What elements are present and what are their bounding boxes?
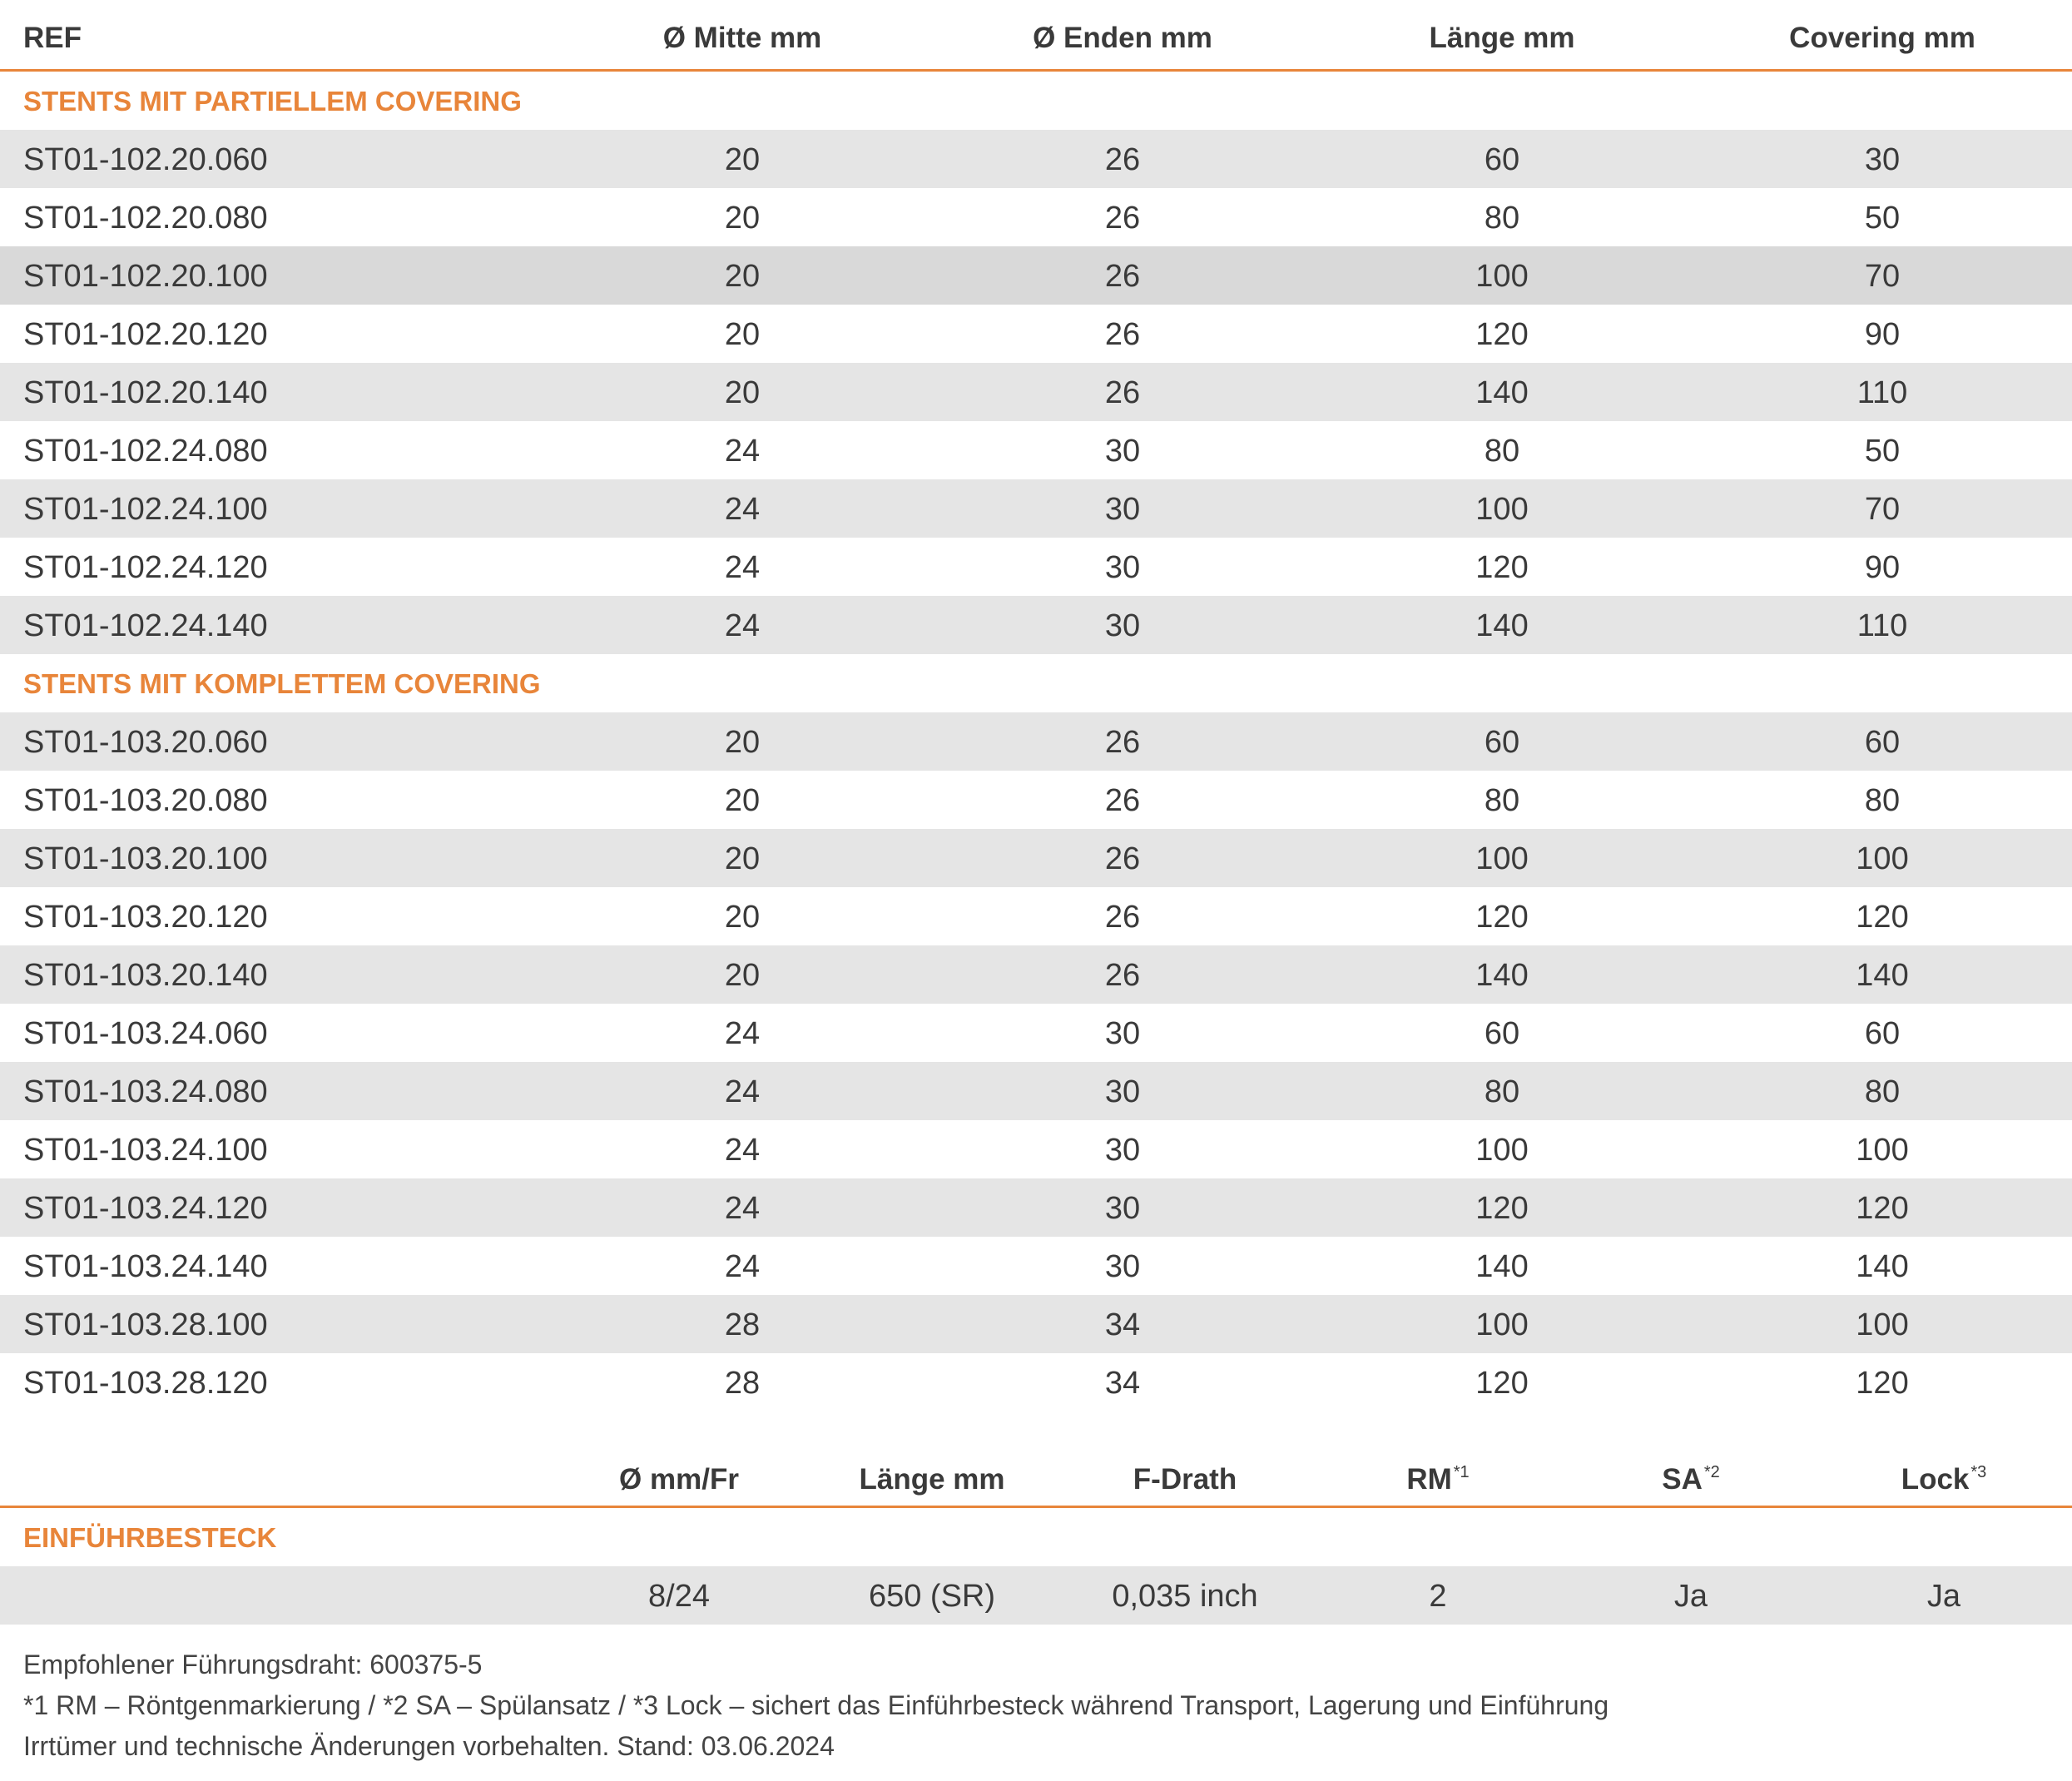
cell-diameter-middle: 20 [724, 958, 761, 993]
section-title: STENTS MIT PARTIELLEM COVERING [23, 86, 522, 117]
cell-ref: ST01-103.28.100 [23, 1307, 268, 1342]
cell-covering: 50 [1864, 201, 1901, 236]
header-diameter-fr: Ø mm/Fr [619, 1463, 739, 1496]
cell-length: 120 [1475, 1191, 1529, 1226]
cell-length: 100 [1475, 492, 1529, 527]
cell-ref: ST01-103.24.060 [23, 1016, 268, 1051]
cell-diameter-middle: 20 [724, 259, 761, 294]
cell-diameter-ends: 26 [1104, 900, 1141, 935]
table-row [0, 1120, 2072, 1178]
cell-length: 80 [1484, 434, 1520, 469]
table-header [0, 0, 2072, 72]
cell-diameter-ends: 30 [1104, 1016, 1141, 1051]
cell-covering: 110 [1856, 375, 1908, 410]
cell-diameter-middle: 24 [724, 1191, 761, 1226]
cell-ref: ST01-103.24.120 [23, 1191, 268, 1226]
cell-length: 140 [1475, 1249, 1529, 1284]
cell-ref: ST01-103.28.120 [23, 1366, 268, 1401]
footnotes [0, 1625, 2072, 1767]
section-title-einfuehrbesteck: EINFÜHRBESTECK [23, 1522, 277, 1553]
table-row [0, 363, 2072, 421]
table-row [0, 1295, 2072, 1353]
cell-covering: 70 [1864, 492, 1901, 527]
cell-lock: Ja [1926, 1579, 1961, 1614]
cell-diameter-middle: 24 [724, 1249, 761, 1284]
table-row [0, 829, 2072, 887]
note-abbreviations: *1 RM – Röntgenmarkierung / *2 SA – Spülansatz / *3 Lock – sichert das Einführbesteck während Transport, Lagerung und Einführung [23, 1690, 1609, 1720]
cell-diameter-middle: 20 [724, 841, 761, 876]
cell-ref: ST01-102.20.140 [23, 375, 268, 410]
table-row [0, 1353, 2072, 1411]
table-row [0, 1237, 2072, 1295]
cell-length: 60 [1484, 725, 1520, 760]
table-row [0, 421, 2072, 479]
table-row [0, 479, 2072, 538]
cell-covering: 100 [1856, 1307, 1909, 1342]
cell-diameter-ends: 26 [1104, 142, 1141, 177]
cell-diameter-middle: 20 [724, 317, 761, 352]
cell-length: 650 (SR) [868, 1579, 996, 1614]
table-row [0, 246, 2072, 305]
cell-length: 80 [1484, 783, 1520, 818]
table-row [0, 305, 2072, 363]
cell-rm: 2 [1429, 1579, 1447, 1614]
cell-length: 60 [1484, 1016, 1520, 1051]
cell-length: 120 [1475, 317, 1529, 352]
cell-length: 100 [1475, 1307, 1529, 1342]
cell-ref: ST01-103.20.100 [23, 841, 268, 876]
cell-length: 80 [1484, 1074, 1520, 1109]
cell-diameter-ends: 30 [1104, 434, 1141, 469]
cell-length: 140 [1475, 375, 1529, 410]
header-rm: RM $^{*1}$ [1406, 1463, 1470, 1496]
header-lock: Lock $^{*3}$ [1901, 1463, 1987, 1496]
cell-diameter-ends: 30 [1104, 1133, 1141, 1168]
note-disclaimer: Irrtümer und technische Änderungen vorbehalten. Stand: 03.06.2024 [23, 1731, 835, 1761]
cell-length: 140 [1475, 958, 1529, 993]
cell-diameter-ends: 30 [1104, 492, 1141, 527]
table-row [0, 1178, 2072, 1237]
cell-diameter-middle: 28 [724, 1366, 761, 1401]
cell-sa: Ja [1673, 1579, 1708, 1614]
cell-diameter-middle: 24 [724, 492, 761, 527]
cell-covering: 100 [1856, 841, 1909, 876]
cell-covering: 110 [1856, 608, 1908, 643]
cell-diameter-ends: 34 [1104, 1307, 1141, 1342]
cell-length: 80 [1484, 201, 1520, 236]
table-row [0, 188, 2072, 246]
cell-diameter-middle: 24 [724, 1133, 761, 1168]
cell-diameter-ends: 30 [1104, 1074, 1141, 1109]
cell-diameter-middle: 20 [724, 725, 761, 760]
cell-covering: 80 [1864, 1074, 1901, 1109]
cell-ref: ST01-102.24.120 [23, 550, 268, 585]
header-length: Länge mm [1429, 22, 1575, 54]
table-row [0, 771, 2072, 829]
header-covering: Covering mm [1789, 22, 1975, 54]
cell-length: 100 [1475, 259, 1529, 294]
cell-diameter-middle: 24 [724, 434, 761, 469]
cell-diameter-middle: 24 [724, 608, 761, 643]
note-guidewire: Empfohlener Führungsdraht: 600375-5 [23, 1650, 483, 1679]
cell-diameter-ends: 30 [1104, 550, 1141, 585]
cell-ref: ST01-103.24.100 [23, 1133, 268, 1168]
cell-diameter-middle: 24 [724, 1016, 761, 1051]
cell-diameter-ends: 26 [1104, 783, 1141, 818]
cell-diameter-ends: 30 [1104, 1249, 1141, 1284]
cell-length: 120 [1475, 1366, 1529, 1401]
cell-covering: 60 [1864, 725, 1901, 760]
cell-length: 120 [1475, 900, 1529, 935]
cell-diameter-fr: 8/24 [648, 1579, 710, 1614]
cell-covering: 80 [1864, 783, 1901, 818]
cell-diameter-ends: 26 [1104, 201, 1141, 236]
header-sa: SA $^{*2}$ [1662, 1463, 1720, 1496]
cell-ref: ST01-103.20.080 [23, 783, 268, 818]
cell-length: 100 [1475, 841, 1529, 876]
cell-covering: 120 [1856, 900, 1909, 935]
table-row [0, 1062, 2072, 1120]
cell-length: 60 [1484, 142, 1520, 177]
cell-diameter-middle: 20 [724, 783, 761, 818]
cell-ref: ST01-102.20.100 [23, 259, 268, 294]
cell-diameter-ends: 26 [1104, 259, 1141, 294]
cell-ref: ST01-103.20.060 [23, 725, 268, 760]
header-diameter-ends: Ø Enden mm [1033, 22, 1212, 54]
cell-diameter-middle: 28 [724, 1307, 761, 1342]
header-ref: REF [23, 22, 82, 54]
cell-length: 100 [1475, 1133, 1529, 1168]
header-length: Länge mm [859, 1463, 1005, 1496]
table-row [0, 945, 2072, 1004]
cell-covering: 120 [1856, 1191, 1909, 1226]
cell-ref: ST01-103.24.080 [23, 1074, 268, 1109]
section-title: STENTS MIT KOMPLETTEM COVERING [23, 668, 541, 699]
cell-ref: ST01-102.24.080 [23, 434, 268, 469]
cell-covering: 100 [1856, 1133, 1909, 1168]
cell-covering: 30 [1864, 142, 1901, 177]
cell-covering: 140 [1856, 1249, 1909, 1284]
cell-diameter-middle: 20 [724, 142, 761, 177]
delivery-table-header [0, 1448, 2072, 1508]
cell-diameter-middle: 24 [724, 1074, 761, 1109]
cell-ref: ST01-103.20.140 [23, 958, 268, 993]
cell-ref: ST01-102.20.080 [23, 201, 268, 236]
table-row [0, 596, 2072, 654]
cell-covering: 120 [1856, 1366, 1909, 1401]
table-row [0, 887, 2072, 945]
cell-diameter-ends: 30 [1104, 608, 1141, 643]
cell-diameter-middle: 20 [724, 900, 761, 935]
cell-diameter-ends: 26 [1104, 841, 1141, 876]
cell-diameter-ends: 26 [1104, 375, 1141, 410]
table-body [0, 72, 2072, 1411]
cell-diameter-ends: 34 [1104, 1366, 1141, 1401]
cell-covering: 140 [1856, 958, 1909, 993]
cell-ref: ST01-102.20.120 [23, 317, 268, 352]
header-f-drath: F-Drath [1133, 1463, 1237, 1496]
cell-covering: 90 [1864, 317, 1901, 352]
cell-length: 140 [1475, 608, 1529, 643]
cell-ref: ST01-102.24.140 [23, 608, 268, 643]
cell-length: 120 [1475, 550, 1529, 585]
table-row [0, 712, 2072, 771]
cell-diameter-ends: 26 [1104, 317, 1141, 352]
cell-diameter-middle: 20 [724, 201, 761, 236]
delivery-table-row [0, 1566, 2072, 1625]
cell-covering: 90 [1864, 550, 1901, 585]
cell-ref: ST01-102.24.100 [23, 492, 268, 527]
cell-covering: 70 [1864, 259, 1901, 294]
cell-diameter-ends: 26 [1104, 725, 1141, 760]
table-row [0, 130, 2072, 188]
cell-diameter-middle: 20 [724, 375, 761, 410]
header-diameter-middle: Ø Mitte mm [662, 22, 822, 54]
cell-ref: ST01-102.20.060 [23, 142, 268, 177]
cell-diameter-ends: 26 [1104, 958, 1141, 993]
cell-f-drath: 0,035 inch [1112, 1579, 1258, 1614]
cell-diameter-ends: 30 [1104, 1191, 1141, 1226]
table-row [0, 538, 2072, 596]
cell-diameter-middle: 24 [724, 550, 761, 585]
cell-covering: 50 [1864, 434, 1901, 469]
cell-ref: ST01-103.24.140 [23, 1249, 268, 1284]
cell-ref: ST01-103.20.120 [23, 900, 268, 935]
cell-covering: 60 [1864, 1016, 1901, 1051]
table-row [0, 1004, 2072, 1062]
